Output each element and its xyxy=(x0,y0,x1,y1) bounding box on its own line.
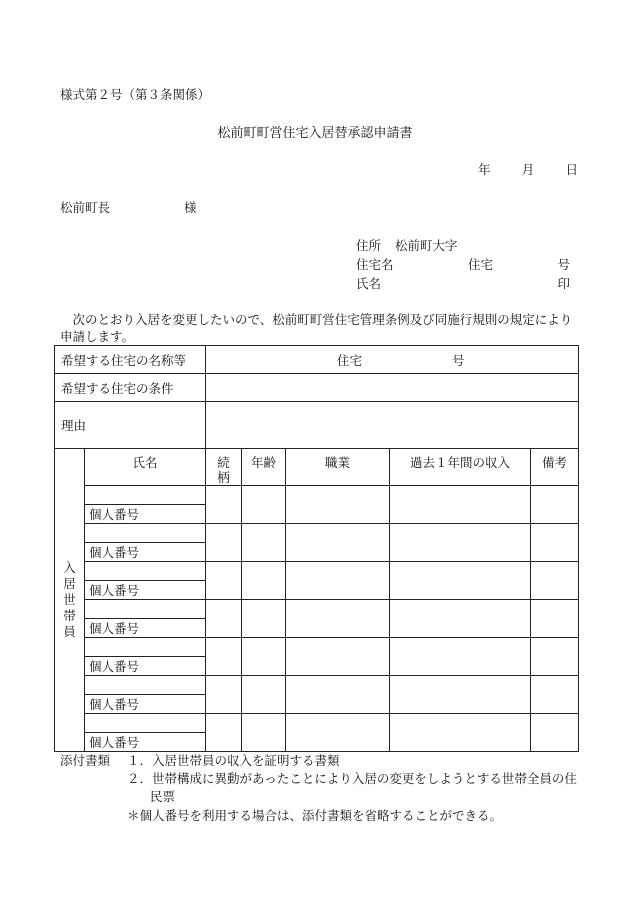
member-name-field[interactable] xyxy=(85,676,206,695)
date-year-label: 年 xyxy=(478,162,491,177)
member-name-row xyxy=(55,562,579,581)
desired-condition-label: 希望する住宅の条件 xyxy=(55,374,206,402)
member-name-row xyxy=(55,638,579,657)
desired-name-field[interactable] xyxy=(206,346,579,374)
member-name-field[interactable] xyxy=(85,524,206,543)
date-day-label: 日 xyxy=(565,162,578,177)
col-header-remarks: 備考 xyxy=(531,449,579,486)
desired-condition-field[interactable] xyxy=(206,374,579,402)
member-relation-field[interactable] xyxy=(206,714,242,752)
member-income-field[interactable] xyxy=(390,638,531,676)
member-personal-number-field[interactable]: 個人番号 xyxy=(85,695,206,714)
col-header-income: 過去１年間の収入 xyxy=(390,449,531,486)
member-remarks-field[interactable] xyxy=(531,486,579,524)
member-personal-number-field[interactable]: 個人番号 xyxy=(85,733,206,752)
member-relation-field[interactable] xyxy=(206,638,242,676)
application-table xyxy=(54,345,579,752)
member-personal-number-field[interactable]: 個人番号 xyxy=(85,505,206,524)
attachments-label: 添付書類 xyxy=(60,753,111,768)
member-remarks-field[interactable] xyxy=(531,638,579,676)
member-relation-field[interactable] xyxy=(206,524,242,562)
member-income-field[interactable] xyxy=(390,486,531,524)
member-name-row xyxy=(55,676,579,695)
applicant-address-line xyxy=(356,236,570,254)
member-remarks-field[interactable] xyxy=(531,600,579,638)
member-header-row xyxy=(55,449,579,486)
member-age-field[interactable] xyxy=(242,486,286,524)
col-header-occupation: 職業 xyxy=(286,449,390,486)
member-remarks-field[interactable] xyxy=(531,714,579,752)
member-occupation-field[interactable] xyxy=(286,638,390,676)
member-occupation-field[interactable] xyxy=(286,714,390,752)
member-income-field[interactable] xyxy=(390,714,531,752)
form-number: 様式第２号（第３条関係） xyxy=(60,87,211,102)
member-personal-number-field[interactable]: 個人番号 xyxy=(85,619,206,638)
member-occupation-field[interactable] xyxy=(286,562,390,600)
member-name-row xyxy=(55,486,579,505)
date-field xyxy=(478,160,578,178)
member-income-field[interactable] xyxy=(390,600,531,638)
member-age-field[interactable] xyxy=(242,676,286,714)
addressee-suffix: 様 xyxy=(184,200,197,215)
reason-row xyxy=(55,402,579,449)
desired-unit-label: 住宅 xyxy=(337,352,363,368)
attachment-item-2: ２．世帯構成に異動があったことにより入居の変更をしようとする世帯全員の住 xyxy=(127,771,577,786)
member-occupation-field[interactable] xyxy=(286,600,390,638)
attachment-note: ＊個人番号を利用する場合は、添付書類を省略することができる。 xyxy=(127,808,503,823)
desired-name-row xyxy=(55,346,579,374)
member-relation-field[interactable] xyxy=(206,676,242,714)
member-personal-number-field[interactable]: 個人番号 xyxy=(85,581,206,600)
attachment-item-1: １．入居世帯員の収入を証明する書類 xyxy=(127,753,340,768)
member-personal-number-field[interactable]: 個人番号 xyxy=(85,657,206,676)
member-age-field[interactable] xyxy=(242,600,286,638)
member-personal-number-field[interactable]: 個人番号 xyxy=(85,543,206,562)
member-occupation-field[interactable] xyxy=(286,524,390,562)
desired-name-label: 希望する住宅の名称等 xyxy=(55,346,206,374)
member-relation-field[interactable] xyxy=(206,486,242,524)
member-income-field[interactable] xyxy=(390,524,531,562)
member-relation-field[interactable] xyxy=(206,600,242,638)
applicant-name-line xyxy=(356,274,570,292)
household-members-label: 入 居 世 帯 員 xyxy=(55,449,85,752)
housing-unit-label: 住宅 xyxy=(468,257,494,272)
date-month-label: 月 xyxy=(521,162,535,177)
housing-label: 住宅名 xyxy=(356,257,394,272)
member-name-field[interactable] xyxy=(85,562,206,581)
member-occupation-field[interactable] xyxy=(286,676,390,714)
member-name-field[interactable] xyxy=(85,600,206,619)
col-header-age: 年齢 xyxy=(242,449,286,486)
member-name-field[interactable] xyxy=(85,714,206,733)
housing-number-suffix: 号 xyxy=(557,257,570,272)
member-occupation-field[interactable] xyxy=(286,486,390,524)
addressee-name: 松前町長 xyxy=(60,200,111,215)
member-remarks-field[interactable] xyxy=(531,676,579,714)
desired-condition-row xyxy=(55,374,579,402)
applicant-housing-line xyxy=(356,255,570,273)
member-age-field[interactable] xyxy=(242,524,286,562)
member-remarks-field[interactable] xyxy=(531,524,579,562)
address-label: 住所 xyxy=(356,238,382,253)
member-age-field[interactable] xyxy=(242,638,286,676)
attachment-item-2-continued: 民票 xyxy=(150,789,176,804)
document-title: 松前町町営住宅入居替承認申請書 xyxy=(217,126,413,141)
member-name-row xyxy=(55,714,579,733)
seal-mark: 印 xyxy=(557,276,570,291)
addressee xyxy=(60,198,197,216)
member-remarks-field[interactable] xyxy=(531,562,579,600)
member-age-field[interactable] xyxy=(242,714,286,752)
member-name-field[interactable] xyxy=(85,486,206,505)
member-age-field[interactable] xyxy=(242,562,286,600)
member-relation-field[interactable] xyxy=(206,562,242,600)
member-income-field[interactable] xyxy=(390,562,531,600)
col-header-name: 氏名 xyxy=(85,449,206,486)
member-name-row xyxy=(55,600,579,619)
reason-label: 理由 xyxy=(55,402,206,449)
address-value: 松前町大字 xyxy=(395,238,458,253)
member-name-row xyxy=(55,524,579,543)
col-header-relation: 続 柄 xyxy=(206,449,242,486)
reason-field[interactable] xyxy=(206,402,579,449)
member-income-field[interactable] xyxy=(390,676,531,714)
name-label: 氏名 xyxy=(356,276,382,291)
application-statement: 次のとおり入居を変更したいので、松前町町営住宅管理条例及び同施行規則の規定により申請します。 xyxy=(60,312,573,344)
member-name-field[interactable] xyxy=(85,638,206,657)
desired-number-suffix: 号 xyxy=(452,352,465,368)
